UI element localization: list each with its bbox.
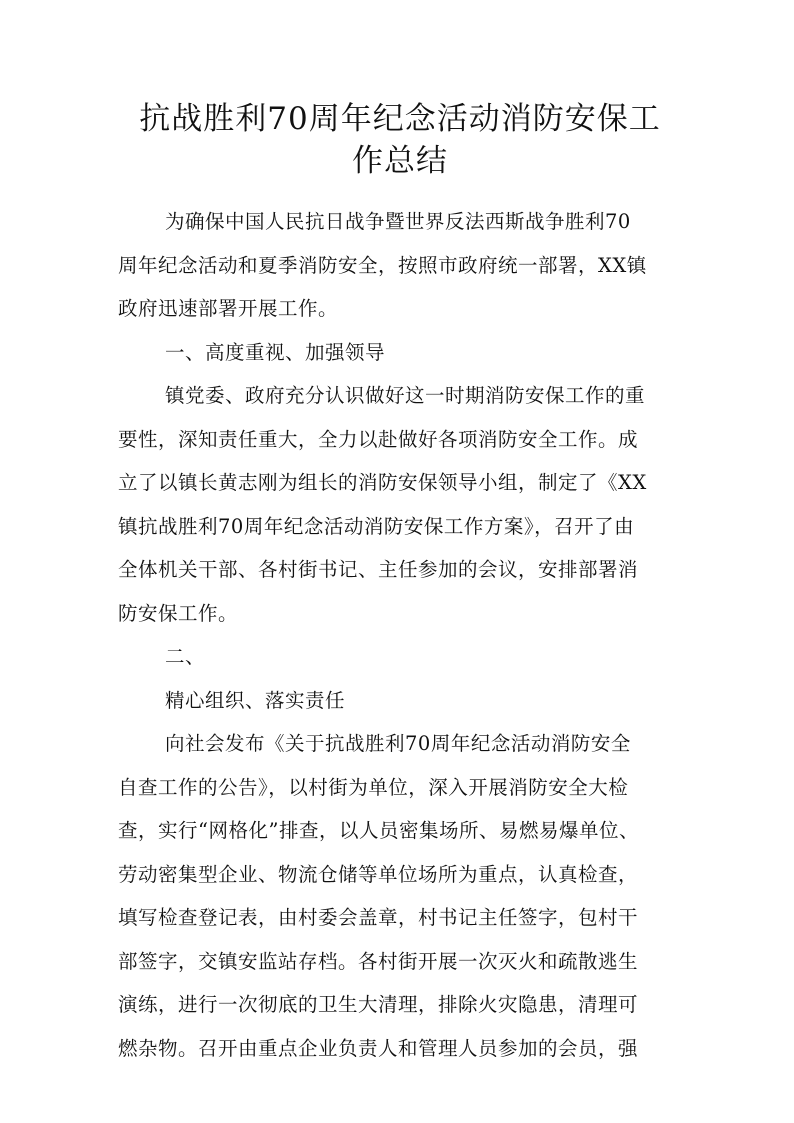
body-line: 燃杂物。召开由重点企业负责人和管理人员参加的会员，强 bbox=[118, 1036, 639, 1060]
body-line: 周年纪念活动和夏季消防安全，按照市政府统一部署，XX镇 bbox=[118, 253, 647, 277]
body-line: 政府迅速部署开展工作。 bbox=[118, 297, 339, 320]
body-line: 查，实行“网格化”排查，以人员密集场所、易燃易爆单位、 bbox=[118, 819, 639, 842]
body-line: 填写检查登记表，由村委会盖章，村书记主任签字，包村干 bbox=[118, 906, 639, 929]
document-title bbox=[120, 98, 680, 182]
body-line: 要性，深知责任重大，全力以赴做好各项消防安全工作。成 bbox=[118, 427, 639, 451]
body-line: 一、高度重视、加强领导 bbox=[165, 340, 386, 364]
body-line: 劳动密集型企业、物流仓储等单位场所为重点，认真检查， bbox=[118, 862, 639, 886]
body-line: 镇党委、政府充分认识做好这一时期消防安保工作的重 bbox=[165, 384, 646, 407]
body-line: 全体机关干部、各村街书记、主任参加的会议，安排部署消 bbox=[118, 558, 639, 581]
body-line: 为确保中国人民抗日战争暨世界反法西斯战争胜利70 bbox=[165, 210, 631, 233]
body-line: 自查工作的公告》，以村街为单位，深入开展消防安全大检 bbox=[118, 775, 629, 799]
title-line-2: 作总结 bbox=[352, 143, 448, 179]
body-line: 二、 bbox=[165, 645, 206, 668]
body-line: 部签字，交镇安监站存档。各村街开展一次灭火和疏散逃生 bbox=[118, 949, 639, 973]
body-line: 立了以镇长黄志刚为组长的消防安保领导小组，制定了《XX bbox=[118, 471, 647, 494]
document-body bbox=[118, 200, 688, 1070]
body-line: 演练，进行一次彻底的卫生大清理，排除火灾隐患，清理可 bbox=[118, 993, 639, 1016]
body-line: 精心组织、落实责任 bbox=[165, 688, 346, 712]
body-line: 镇抗战胜利70周年纪念活动消防安保工作方案》，召开了由 bbox=[118, 514, 635, 538]
title-line-1: 抗战胜利70周年纪念活动消防安保工 bbox=[139, 101, 661, 137]
body-line: 向社会发布《关于抗战胜利70周年纪念活动消防安全 bbox=[165, 732, 631, 755]
body-line: 防安保工作。 bbox=[118, 601, 239, 625]
